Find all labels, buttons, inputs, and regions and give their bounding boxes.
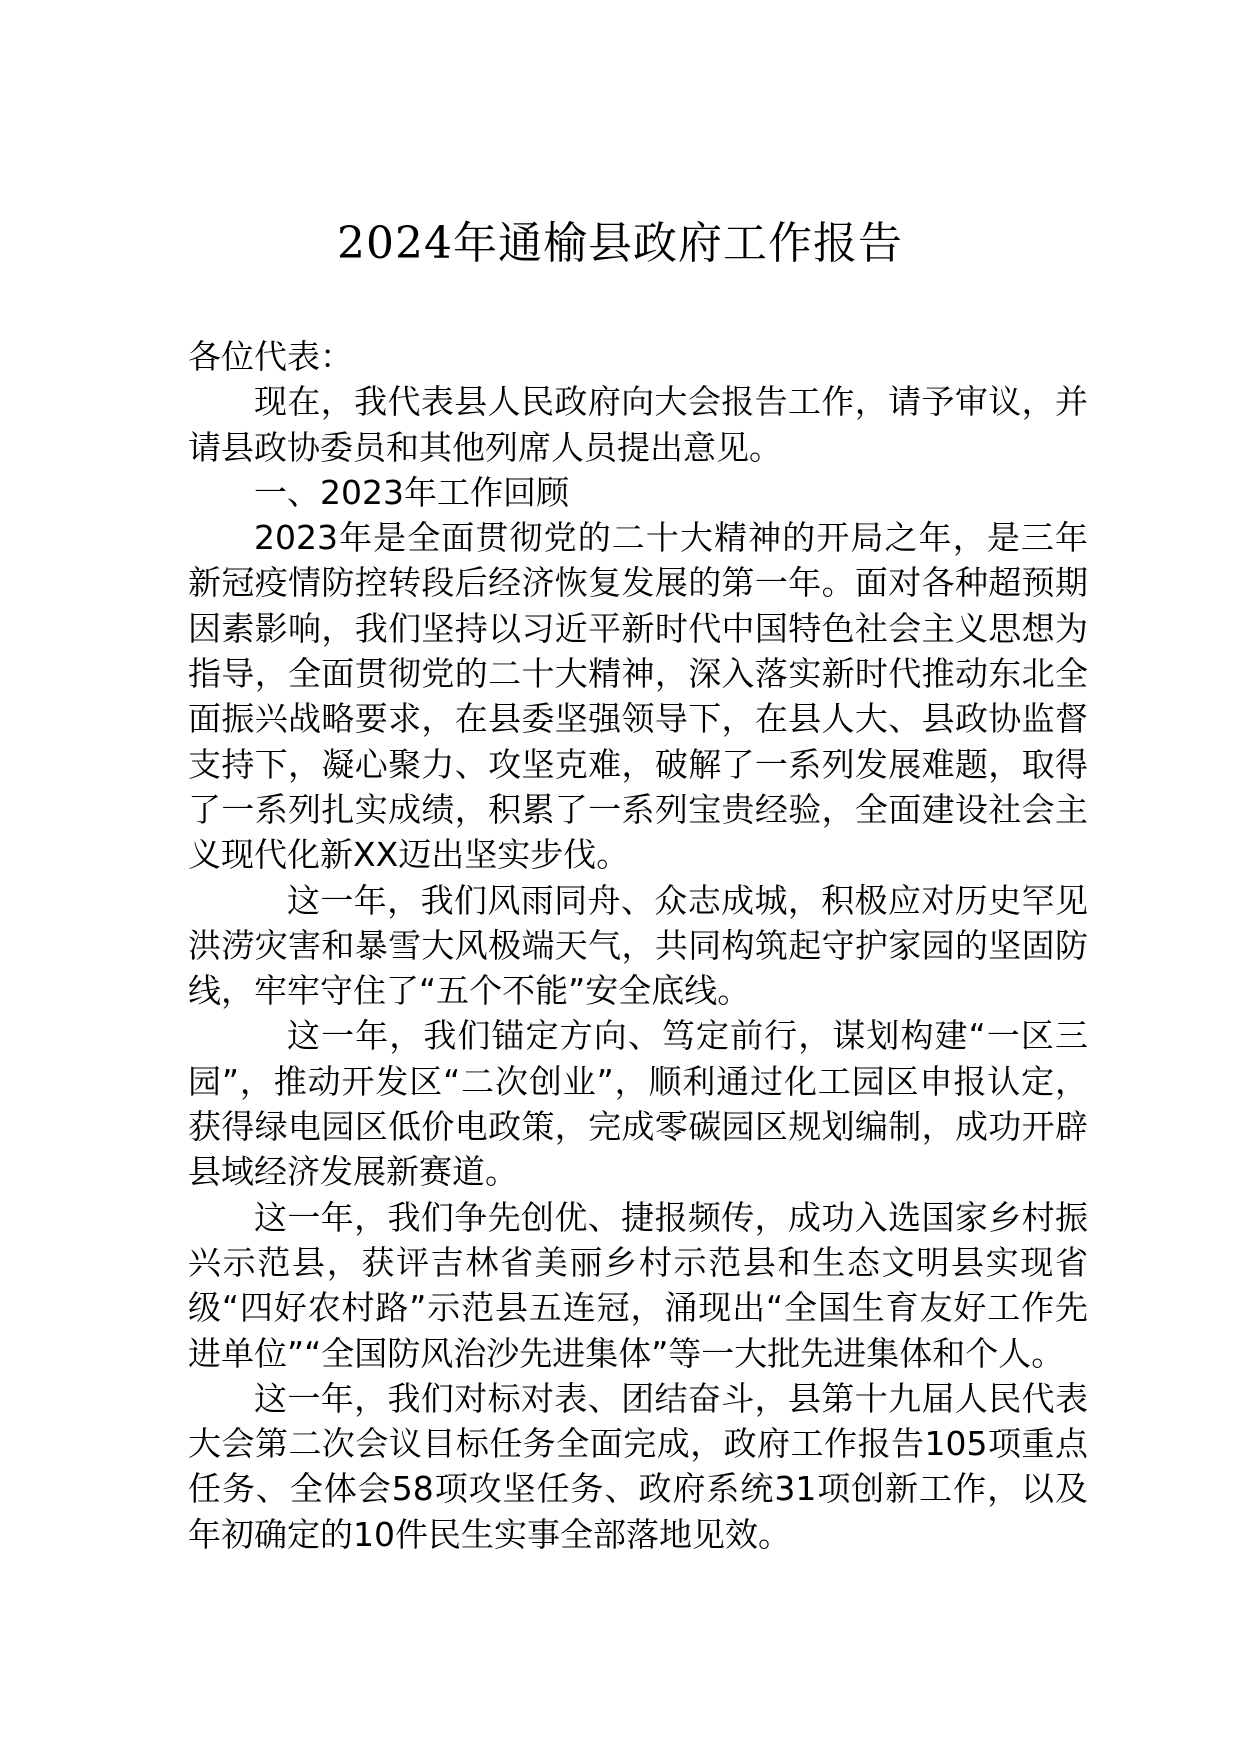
document-body bbox=[188, 334, 1088, 1557]
document-title: 2024年通榆县政府工作报告 bbox=[337, 218, 903, 269]
paragraph-tasks-completed: 这一年，我们对标对表、团结奋斗，县第十九届人民代表大会第二次会议目标任务全面完成，政府工作报告105项重点任务、全体会58项攻坚任务、政府系统31项创新工作，以及年初确定的10件民生实事全部落地见效。 bbox=[188, 1378, 1088, 1554]
paragraph-overview: 2023年是全面贯彻党的二十大精神的开局之年，是三年新冠疫情防控转段后经济恢复发展的第一年。面对各种超预期因素影响，我们坚持以习近平新时代中国特色社会主义思想为指导，全面贯彻党的二十大精神，深入落实新时代推动东北全面振兴战略要求，在县委坚强领导下，在县人大、县政协监督支持下，凝心聚力、攻坚克难，破解了一系列发展难题，取得了一系列扎实成绩，积累了一系列宝贵经验，全面建设社会主义现代化新XX迈出坚实步伐。 bbox=[188, 518, 1088, 875]
paragraph-disaster-response: 这一年，我们风雨同舟、众志成城，积极应对历史罕见洪涝灾害和暴雪大风极端天气，共同构筑起守护家园的坚固防线，牢牢守住了“五个不能”安全底线。 bbox=[188, 880, 1088, 1011]
salutation: 各位代表： bbox=[188, 337, 353, 376]
section-heading: 一、2023年工作回顾 bbox=[254, 472, 569, 512]
paragraph-development-zone: 这一年，我们锚定方向、笃定前行，谋划构建“一区三园”，推动开发区“二次创业”，顺利通过化工园区申报认定，获得绿电园区低价电政策，完成零碳园区规划编制，成功开辟县域经济发展新赛道。 bbox=[188, 1016, 1088, 1192]
paragraph-honors: 这一年，我们争先创优、捷报频传，成功入选国家乡村振兴示范县，获评吉林省美丽乡村示范县和生态文明县实现省级“四好农村路”示范县五连冠，涌现出“全国生育友好工作先进单位”“全国防风治沙先进集体”等一大批先进集体和个人。 bbox=[188, 1197, 1088, 1373]
paragraph-intro: 现在，我代表县人民政府向大会报告工作，请予审议，并请县政协委员和其他列席人员提出意见。 bbox=[188, 382, 1088, 467]
